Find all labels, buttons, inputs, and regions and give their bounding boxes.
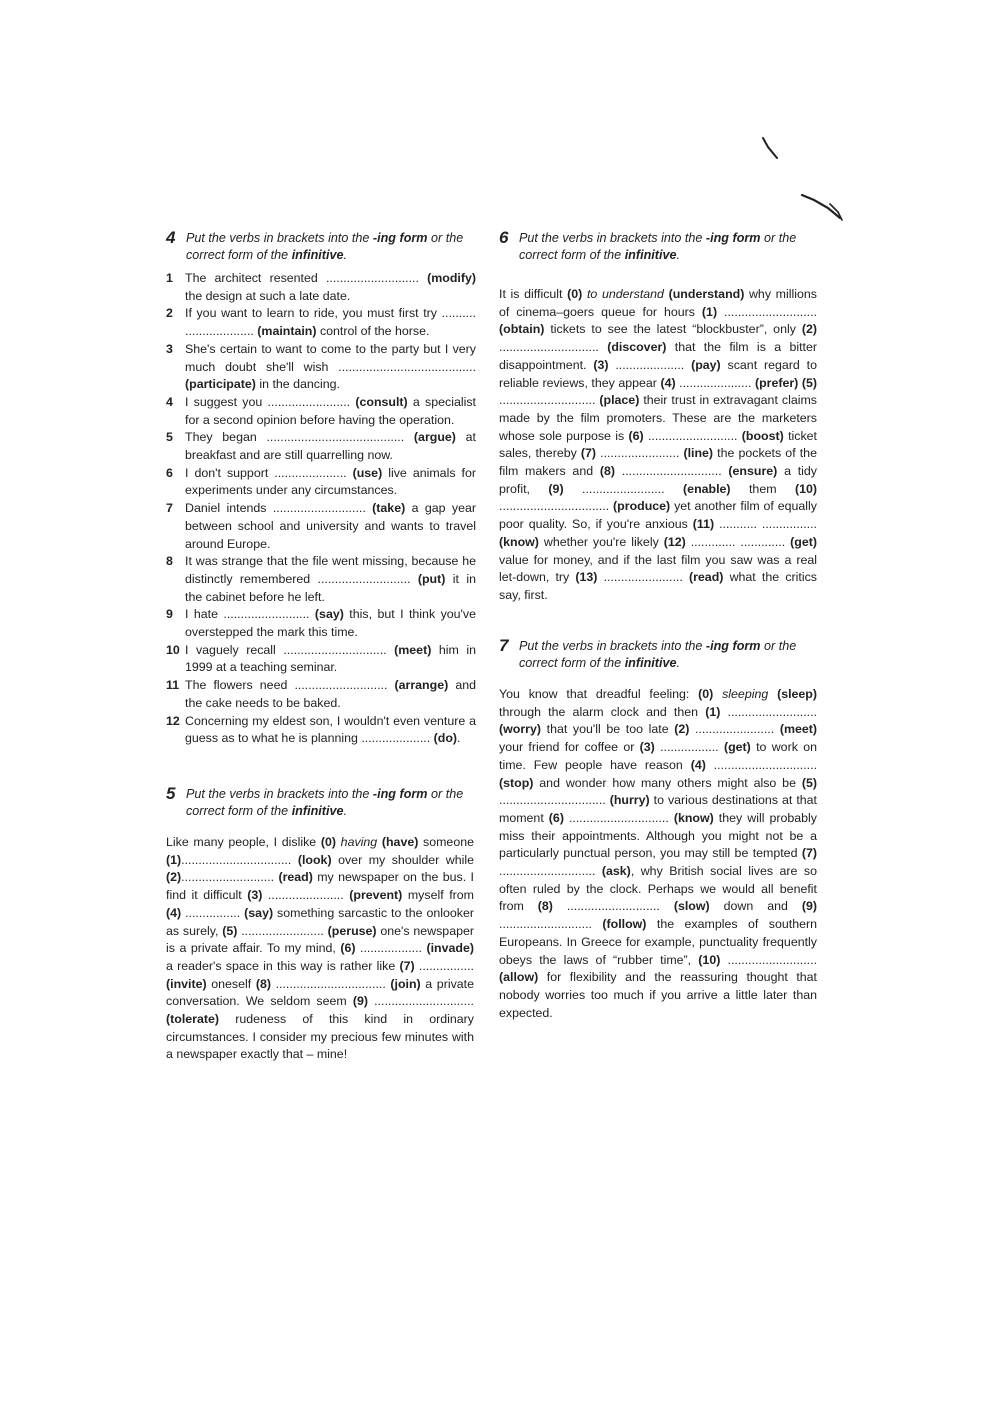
item-text-after: this, but I think you've overstepped the mark this time. [185, 607, 476, 640]
verb-prompt: (8) [599, 464, 616, 479]
verb-prompt: (10) [794, 481, 817, 496]
verb-prompt: (0) [567, 287, 587, 301]
item-text [185, 270, 476, 305]
list-item [166, 341, 476, 394]
text-run: ....................... [689, 722, 780, 737]
item-number: 4 [166, 394, 173, 409]
exercise-4 [166, 230, 476, 748]
item-text-before: The architect resented ........................... [185, 271, 428, 285]
text-run: the pockets of the film makers and [499, 446, 817, 479]
text-run: that the film is a bitter disappointment. [499, 340, 818, 372]
verb-prompt: (follow) [602, 917, 647, 932]
item-text-after: in the dancing. [255, 377, 340, 392]
example-answer: sleeping [722, 687, 769, 701]
verb-prompt: (12) [663, 534, 686, 549]
verb-prompt: (9) [801, 899, 817, 914]
text-run: .............................. [705, 757, 818, 772]
item-text-after: a gap year between school and university and wants to travel around Europe. [185, 501, 477, 551]
list-item [166, 394, 476, 429]
text-run: ..................... [675, 375, 755, 390]
verb-prompt: (6) [628, 428, 644, 443]
verb-prompt: (join) [390, 976, 421, 991]
text-run: ................................ [499, 499, 614, 514]
verb-prompt: (0) [698, 687, 723, 701]
verb-prompt: (prefer) [754, 375, 799, 390]
example-answer: having [340, 835, 378, 849]
item-text [185, 465, 476, 500]
pen-mark-large [800, 192, 846, 224]
verb-prompt: (obtain) [499, 322, 545, 337]
verb-prompt: (8) [255, 976, 271, 991]
item-number: 6 [166, 465, 173, 480]
item-verb: (meet) [394, 642, 432, 657]
exercise-4-header [166, 230, 476, 264]
text-run: to work on time. Few people have reason [499, 740, 817, 772]
text-run: one's newspaper is a private affair. To my mind, [166, 923, 474, 956]
text-run: ........................ [563, 481, 684, 496]
verb-prompt: (sleep) [777, 687, 817, 701]
text-run: Like many people, I dislike [166, 835, 321, 849]
exercise-7-number: 7 [499, 636, 509, 655]
verb-prompt: (know) [499, 534, 539, 549]
text-run: .................. [355, 941, 427, 956]
item-number: 12 [166, 713, 180, 728]
verb-prompt: (ask) [601, 864, 631, 879]
text-run: down and [709, 899, 802, 914]
item-text-after: him in 1999 at a teaching seminar. [185, 642, 476, 675]
text-run: the examples of southern Europeans. In Greece for example, punctuality frequently obeys the laws of “rubber time”, [499, 917, 818, 967]
item-text [185, 429, 476, 464]
verb-prompt: (1) [705, 704, 721, 719]
text-run: ............................. [368, 994, 474, 1009]
text-run: It is difficult [499, 287, 568, 301]
text-run: ............................. [615, 464, 729, 479]
list-item [166, 553, 476, 606]
text-run: .......................... [643, 428, 742, 443]
exercise-6 [499, 230, 817, 605]
verb-prompt: (2) [166, 870, 182, 885]
text-run: , why British social lives are so often ruled by the clock. Perhaps we would all benefit from [499, 864, 817, 914]
item-text-after: at breakfast and are still quarrelling now. [185, 430, 476, 463]
verb-prompt: (discover) [607, 340, 667, 355]
item-number: 1 [166, 271, 173, 285]
item-text [185, 677, 476, 712]
text-run: ...................... [262, 888, 350, 903]
list-item [166, 677, 476, 712]
exercise-7-instruction: Put the verbs in brackets into the -ing form or the correct form of the infinitive. [519, 639, 797, 670]
text-run: .......................... [720, 952, 818, 967]
text-run: ........... ................ [714, 517, 817, 532]
verb-prompt: (enable) [683, 481, 731, 496]
exercise-7-paragraph [499, 686, 817, 1022]
list-item [166, 305, 476, 340]
text-run [768, 687, 777, 701]
item-text [185, 553, 476, 606]
item-text-before: I suggest you ........................ [185, 394, 356, 409]
text-run: ........................ [237, 923, 328, 938]
item-text [185, 713, 476, 748]
text-run: scant regard to reliable reviews, they appear [499, 357, 817, 390]
item-text-before: The flowers need ........................... [185, 678, 395, 693]
verb-prompt: (7) [399, 958, 415, 973]
item-text-after: it in the cabinet before he left. [185, 571, 476, 604]
exercise-6-instruction: Put the verbs in brackets into the -ing form or the correct form of the infinitive. [519, 231, 797, 262]
text-run: whether you're likely [538, 534, 664, 549]
list-item [166, 642, 476, 677]
text-run: ........................... [552, 899, 674, 914]
exercise-4-number: 4 [166, 228, 176, 247]
item-verb: (do) [433, 731, 458, 746]
verb-prompt: (ensure) [728, 464, 778, 479]
exercise-6-header [499, 230, 817, 264]
text-run: ............................. [499, 340, 608, 355]
item-verb: (put) [417, 571, 446, 586]
verb-prompt: (read) [278, 870, 313, 885]
exercise-5-number: 5 [166, 784, 176, 803]
item-number: 9 [166, 607, 173, 622]
text-run: ....................... [597, 570, 689, 585]
verb-prompt: (3) [593, 357, 609, 372]
item-text-before: I vaguely recall .............................. [185, 642, 395, 657]
verb-prompt: (7) [580, 446, 597, 461]
item-text-after: and the cake needs to be baked. [185, 678, 476, 710]
verb-prompt: (4) [690, 757, 706, 772]
verb-prompt: (10) [698, 952, 721, 967]
text-run: ............................. [563, 810, 674, 825]
verb-prompt: (9) [352, 994, 369, 1009]
text-run: someone [418, 835, 474, 849]
verb-prompt: (boost) [741, 428, 784, 443]
item-verb: (maintain) [257, 324, 317, 339]
text-run: them [730, 481, 795, 496]
exercise-6-paragraph [499, 286, 817, 605]
item-text-after: . [457, 731, 461, 746]
text-run: tickets to see the latest “blockbuster”, only [544, 322, 802, 337]
item-verb: (use) [352, 465, 383, 480]
verb-prompt: (have) [381, 835, 419, 849]
text-run: myself from [402, 888, 475, 903]
verb-prompt: (place) [599, 393, 640, 408]
text-run: value for money, and if the last film you saw was a real let-down, try [499, 552, 817, 585]
text-run: and wonder how many others might also be [533, 775, 802, 790]
item-text [185, 394, 476, 429]
item-verb: (modify) [427, 271, 476, 285]
item-number: 11 [166, 678, 180, 693]
list-item [166, 465, 476, 500]
text-run: .......................... [720, 704, 818, 719]
verb-prompt: (look) [297, 852, 332, 867]
verb-prompt: (4) [166, 905, 182, 920]
verb-prompt: (13) [575, 570, 598, 585]
item-text-before: It was strange that the file went missing, because he distinctly remembered ........................... [185, 554, 476, 586]
text-run: they will probably miss their appointments. Although you might not be a particularly punctual person, you may still be tempted [499, 810, 818, 861]
verb-prompt: (prevent) [349, 888, 403, 903]
text-run: their trust in extravagant claims made by the film promoters. These are the marketers whose sole purpose is [499, 393, 817, 443]
verb-prompt: (2) [801, 322, 817, 337]
text-run: a private conversation. We seldom seem [166, 976, 474, 1009]
exercise-7 [499, 638, 817, 1022]
text-run: ................................ [181, 852, 298, 867]
item-text-before: Daniel intends ........................... [185, 501, 373, 516]
text-run: ................ [414, 958, 474, 973]
item-number: 10 [166, 642, 180, 657]
verb-prompt: (7) [801, 846, 817, 861]
text-run: ticket sales, thereby [499, 428, 817, 461]
item-verb: (argue) [413, 430, 456, 445]
text-run: .................... [608, 357, 692, 372]
verb-prompt: (know) [673, 810, 714, 825]
verb-prompt: (pay) [691, 357, 721, 372]
text-run: ........................... [717, 304, 817, 319]
text-run: ........................... [499, 917, 603, 932]
verb-prompt: (allow) [499, 970, 539, 985]
text-run: ................. [654, 740, 724, 755]
verb-prompt: (line) [683, 446, 714, 461]
item-verb: (say) [314, 607, 344, 622]
item-number: 3 [166, 341, 173, 356]
verb-prompt: (peruse) [327, 923, 377, 938]
item-text-before: They began ........................................ [185, 430, 414, 445]
text-run: ............................ [499, 393, 600, 408]
verb-prompt: (9) [548, 481, 564, 496]
text-run: something sarcastic to the onlooker as surely, [166, 905, 475, 938]
item-text-before: She's certain to want to come to the party but I very much doubt she'll wish ........................................ [185, 341, 476, 374]
item-text [185, 500, 476, 553]
verb-prompt: (hurry) [609, 793, 650, 808]
verb-prompt: (3) [247, 888, 263, 903]
verb-prompt: (worry) [499, 722, 541, 737]
list-item [166, 606, 476, 641]
text-run: ....................... [596, 446, 684, 461]
verb-prompt: (1) [701, 304, 718, 319]
item-verb: (participate) [185, 377, 256, 392]
item-text-before: If you want to learn to ride, you must first try .......... .................... [185, 306, 476, 339]
exercise-6-number: 6 [499, 228, 509, 247]
text-run: that you'll be too late [541, 722, 675, 737]
text-run: over my shoulder while [331, 852, 475, 867]
exercise-4-instruction: Put the verbs in brackets into the -ing form or the correct form of the infinitive. [186, 231, 464, 262]
verb-prompt: (5) [801, 775, 817, 790]
item-text [185, 305, 476, 340]
text-run: through the alarm clock and then [499, 704, 706, 719]
verb-prompt: (5) [801, 375, 817, 390]
verb-prompt: (0) [320, 835, 341, 849]
exercise-5-header [166, 786, 474, 820]
text-run: for flexibility and the reassuring thought that nobody worries too much if you arrive a little later than expected. [499, 970, 817, 1020]
item-verb: (consult) [355, 394, 408, 409]
item-text-after: live animals for experiments under any circumstances. [185, 465, 476, 498]
text-run: ............. ............. [685, 534, 791, 549]
list-item [166, 500, 476, 553]
exercise-7-header [499, 638, 817, 672]
text-run: to various destinations at that moment [499, 793, 817, 825]
verb-prompt: (produce) [613, 499, 671, 514]
text-run: ............................ [499, 864, 602, 879]
verb-prompt: (get) [723, 740, 751, 755]
verb-prompt: (understand) [668, 287, 745, 301]
item-text-after: a specialist for a second opinion before having the operation. [185, 394, 476, 427]
item-number: 8 [166, 554, 173, 569]
item-verb: (arrange) [394, 678, 449, 693]
verb-prompt: (4) [660, 375, 676, 390]
exercise-5-paragraph [166, 834, 474, 1064]
item-text-before: Concerning my eldest son, I wouldn't even venture a guess as to what he is planning .................... [185, 713, 476, 746]
item-number: 7 [166, 501, 173, 516]
text-run: a tidy profit, [499, 464, 818, 496]
text-run: rudeness of this kind in ordinary circumstances. I consider my precious few minutes with a newspaper exactly that – mine! [166, 1012, 474, 1062]
text-run: ................................ [270, 976, 391, 991]
verb-prompt: (invade) [426, 941, 474, 956]
verb-prompt: (1) [166, 852, 182, 867]
item-text [185, 606, 476, 641]
text-run: oneself [206, 976, 256, 991]
example-answer: to understand [586, 287, 664, 301]
text-run: what the critics say, first. [499, 570, 817, 602]
item-text-before: I hate ......................... [185, 607, 315, 622]
exercise-4-items [166, 270, 476, 748]
verb-prompt: (meet) [779, 722, 817, 737]
verb-prompt: (11) [692, 517, 715, 532]
text-run: ............................... [499, 793, 610, 808]
pen-mark-small [760, 136, 784, 162]
text-run: yet another film of equally poor quality. So, if you're anxious [499, 499, 817, 532]
verb-prompt: (stop) [499, 775, 534, 790]
verb-prompt: (read) [688, 570, 724, 585]
verb-prompt: (invite) [166, 976, 207, 991]
text-run: ........................... [181, 870, 279, 885]
verb-prompt: (slow) [673, 899, 710, 914]
exercise-5-instruction: Put the verbs in brackets into the -ing form or the correct form of the infinitive. [186, 787, 464, 818]
verb-prompt: (8) [537, 899, 553, 914]
list-item [166, 429, 476, 464]
text-run: my newspaper on the bus. I find it difficult [166, 870, 474, 903]
verb-prompt: (6) [340, 941, 356, 956]
text-run: You know that dreadful feeling: [499, 687, 699, 701]
list-item [166, 713, 476, 748]
text-run: ................ [181, 905, 245, 920]
verb-prompt: (5) [222, 923, 238, 938]
item-text-after: control of the horse. [316, 324, 430, 339]
text-run: why millions of cinema–goers queue for hours [499, 287, 817, 319]
verb-prompt: (6) [548, 810, 564, 825]
item-text-after: the design at such a late date. [185, 288, 351, 303]
list-item [166, 270, 476, 305]
verb-prompt: (3) [639, 740, 655, 755]
item-text [185, 642, 476, 677]
text-run: a reader's space in this way is rather like [166, 958, 400, 973]
item-text-before: I don't support ..................... [185, 465, 353, 480]
verb-prompt: (get) [790, 534, 817, 549]
verb-prompt: (say) [244, 905, 274, 920]
text-run: your friend for coffee or [499, 740, 640, 755]
item-number: 5 [166, 430, 173, 445]
item-verb: (take) [372, 501, 406, 516]
exercise-5 [166, 786, 474, 1064]
item-number: 2 [166, 306, 173, 321]
verb-prompt: (tolerate) [166, 1012, 220, 1027]
verb-prompt: (2) [674, 722, 690, 737]
item-text [185, 341, 476, 394]
